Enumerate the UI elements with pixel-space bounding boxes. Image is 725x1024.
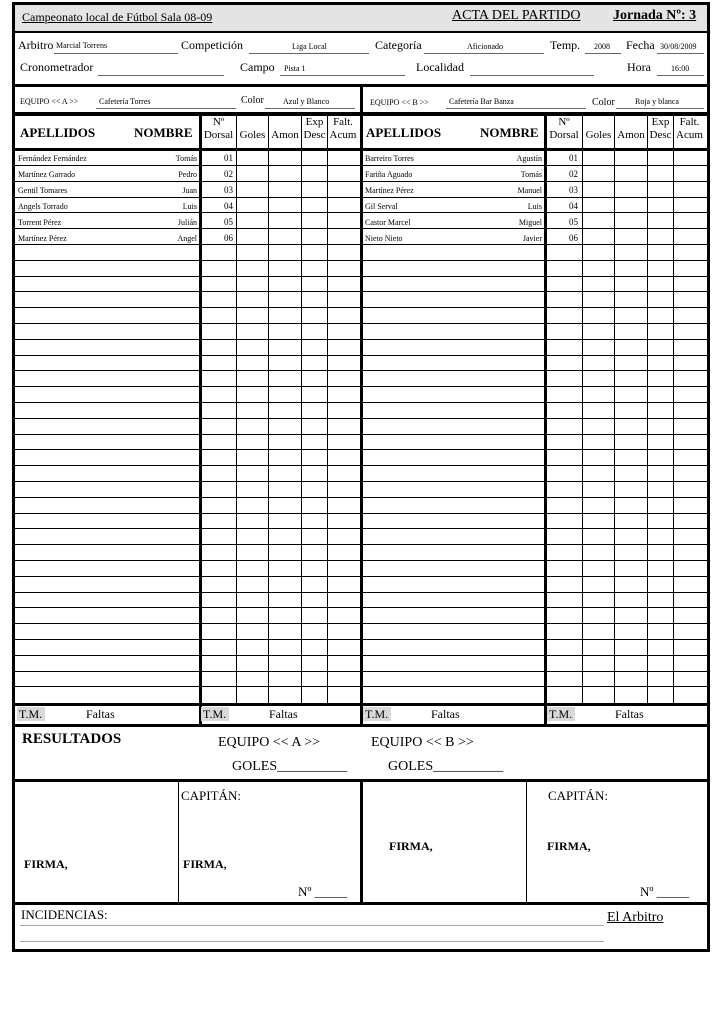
captain-b-label: CAPITÁN: [548,788,608,803]
results-title: RESULTADOS [22,731,122,747]
team-b-row-5-nombre[interactable]: Miguel [518,218,542,227]
team-b-row-6-dorsal[interactable]: 06 [569,233,578,243]
page-title: ACTA DEL PARTIDO [452,8,581,23]
competicion-underline [249,53,369,54]
team-b-header-apellidos: APELLIDOS [366,125,442,140]
team-a-row-3-nombre[interactable]: Juan [182,186,197,195]
team-b-header-nombre: NOMBRE [480,125,539,140]
team-a-header-exp: Exp [305,116,324,128]
team-a-row-5-apellidos[interactable]: Torrent Pérez [18,218,62,227]
team-a-header-nombre: NOMBRE [134,125,193,140]
column-divider [178,779,179,903]
results-equipo-a-label: EQUIPO << A >> [218,735,320,750]
categoria-label: Categoría [375,38,422,52]
incidencias-line-2[interactable] [20,941,604,942]
competicion-label: Competición [181,38,243,52]
results-goles-b-field[interactable]: GOLES__________ [388,759,504,774]
team-a-color-underline [265,108,355,109]
results-equipo-b-label: EQUIPO << B >> [371,735,474,750]
localidad-underline [470,75,594,76]
team-b-row-4-dorsal[interactable]: 04 [569,201,578,211]
team-a-row-4-apellidos[interactable]: Angels Torrado [18,202,68,211]
hora-field[interactable]: 16:00 [671,64,690,73]
arbitro-field[interactable]: Marcial Torrens [56,41,108,50]
cronometrador-underline [98,75,224,76]
team-b-row-1-dorsal[interactable]: 01 [569,153,578,163]
team-b-row-2-apellidos[interactable]: Fariña Aguado [365,170,413,179]
team-b-tm2-label: T.M. [549,707,573,721]
captain-a-label: CAPITÁN: [181,788,241,803]
team-b-equipo-label: EQUIPO << B >> [370,98,429,107]
team-a-row-3-dorsal[interactable]: 03 [224,185,233,195]
team-a-row-1-nombre[interactable]: Tomás [175,154,197,163]
team-a-row-1-apellidos[interactable]: Fernández Fernández [18,154,87,163]
column-divider [268,113,269,703]
captain-a-firma[interactable]: FIRMA, [183,857,227,871]
team-b-row-6-nombre[interactable]: Javier [522,234,542,243]
team-b-row-6-apellidos[interactable]: Nieto Nieto [365,234,403,243]
competicion-field[interactable]: Liga Local [292,42,327,51]
coach-a-firma[interactable]: FIRMA, [24,857,68,871]
team-a-header-acum: Acum [329,129,357,141]
column-divider [673,113,674,703]
team-b-faltas-label: Faltas [431,707,460,721]
campo-label: Campo [240,60,275,74]
team-b-faltas2-label: Faltas [615,707,644,721]
incidencias-label: INCIDENCIAS: [21,907,108,922]
team-b-color-field[interactable]: Roja y blanca [635,97,679,106]
team-a-equipo-label: EQUIPO << A >> [20,97,79,106]
team-a-header-apellidos: APELLIDOS [20,125,96,140]
arbitro-label: Arbitro [18,38,54,52]
column-divider [360,113,363,724]
column-divider [614,113,615,703]
team-b-name-underline [446,108,586,109]
team-b-header-goles: Goles [585,129,612,141]
team-b-row-4-apellidos[interactable]: Gil Serval [365,202,398,211]
team-a-faltas-label: Faltas [86,707,115,721]
team-b-header-dorsal: Dorsal [549,129,579,141]
team-b-color-label: Color [592,97,615,108]
team-b-row-1-apellidos[interactable]: Barreiro Torres [365,154,414,163]
team-b-row-2-nombre[interactable]: Tomás [520,170,542,179]
team-a-row-1-dorsal[interactable]: 01 [224,153,233,163]
team-a-row-2-dorsal[interactable]: 02 [224,169,233,179]
team-a-header-n: Nº [212,116,225,128]
categoria-underline [424,53,544,54]
team-b-name-field[interactable]: Cafetería Bar Banza [449,97,514,106]
team-a-row-5-dorsal[interactable]: 05 [224,217,233,227]
team-b-row-3-nombre[interactable]: Manuel [517,186,542,195]
team-b-header-acum: Acum [676,129,703,141]
team-b-header-exp: Exp [651,116,670,128]
team-b-row-3-apellidos[interactable]: Martínez Pérez [365,186,414,195]
team-b-row-5-apellidos[interactable]: Castor Marcel [365,218,411,227]
jornada-label: Jornada Nº: 3 [613,8,697,23]
column-divider [360,84,363,114]
team-b-color-underline [616,108,704,109]
team-a-header-goles: Goles [239,129,266,141]
team-a-tm2-label: T.M. [203,707,227,721]
hora-label: Hora [627,60,651,74]
arbitro-underline [54,53,178,54]
team-b-header-n: Nº [558,116,570,128]
team-a-row-6-nombre[interactable]: Angel [177,234,197,243]
team-a-row-4-dorsal[interactable]: 04 [224,201,233,211]
fecha-label: Fecha [626,38,655,52]
team-b-row-2-dorsal[interactable]: 02 [569,169,578,179]
team-a-faltas2-label: Faltas [269,707,298,721]
localidad-label: Localidad [416,60,464,74]
team-a-color-label: Color [241,95,264,106]
column-divider [647,113,648,703]
column-divider [327,113,328,703]
incidencias-line-1[interactable] [20,925,604,926]
coach-b-firma[interactable]: FIRMA, [389,839,433,853]
fecha-underline [657,53,704,54]
team-b-row-5-dorsal[interactable]: 05 [569,217,578,227]
column-divider [582,113,583,703]
team-a-color-field[interactable]: Azul y Blanco [283,97,330,106]
team-b-tm-label: T.M. [365,707,389,721]
campo-field[interactable]: Pista 1 [284,64,306,73]
column-divider [301,113,302,703]
column-divider [236,113,237,703]
team-a-header-dorsal: Dorsal [203,129,234,141]
team-a-row-3-apellidos[interactable]: Gentil Tomares [18,186,68,195]
captain-b-number[interactable]: Nº _____ [640,884,690,899]
team-a-row-5-nombre[interactable]: Julián [177,218,197,227]
team-b-row-1-nombre[interactable]: Agustín [516,154,542,163]
team-a-tm-label: T.M. [19,707,43,721]
temp-underline [585,53,621,54]
campo-underline [280,75,405,76]
team-a-header-amon: Amon [271,129,299,141]
captain-b-firma[interactable]: FIRMA, [547,839,591,853]
team-b-header-falt: Falt. [679,116,700,128]
team-a-row-6-dorsal[interactable]: 06 [224,233,233,243]
captain-a-number[interactable]: Nº _____ [298,884,348,899]
team-a-name-underline [96,108,236,109]
results-goles-a-field[interactable]: GOLES__________ [232,759,348,774]
temp-field[interactable]: 2008 [594,42,610,51]
team-a-name-field[interactable]: Cafetería Torres [99,97,151,106]
hora-underline [657,75,704,76]
team-a-header-desc: Desc [303,129,326,141]
team-a-header-falt: Falt. [333,116,353,128]
divider [15,724,707,727]
column-divider [526,779,527,903]
team-a-row-2-nombre[interactable]: Pedro [178,170,197,179]
temp-label: Temp. [550,38,581,52]
championship-title: Campeonato local de Fútbol Sala 08-09 [22,10,213,24]
categoria-field[interactable]: Aficionado [467,42,503,51]
team-b-row-3-dorsal[interactable]: 03 [569,185,578,195]
column-divider [360,779,363,903]
fecha-field[interactable]: 30/08/2009 [660,42,697,51]
cronometrador-label: Cronometrador [20,60,94,74]
team-a-row-6-apellidos[interactable]: Martínez Pérez [18,234,67,243]
arbitro-signature-label: El Arbitro [607,910,664,925]
team-b-header-amon: Amon [617,129,645,141]
team-a-row-4-nombre[interactable]: Luis [182,202,197,211]
team-b-row-4-nombre[interactable]: Luis [527,202,542,211]
team-b-header-desc: Desc [649,129,672,141]
team-a-row-2-apellidos[interactable]: Martínez Garrado [18,170,76,179]
